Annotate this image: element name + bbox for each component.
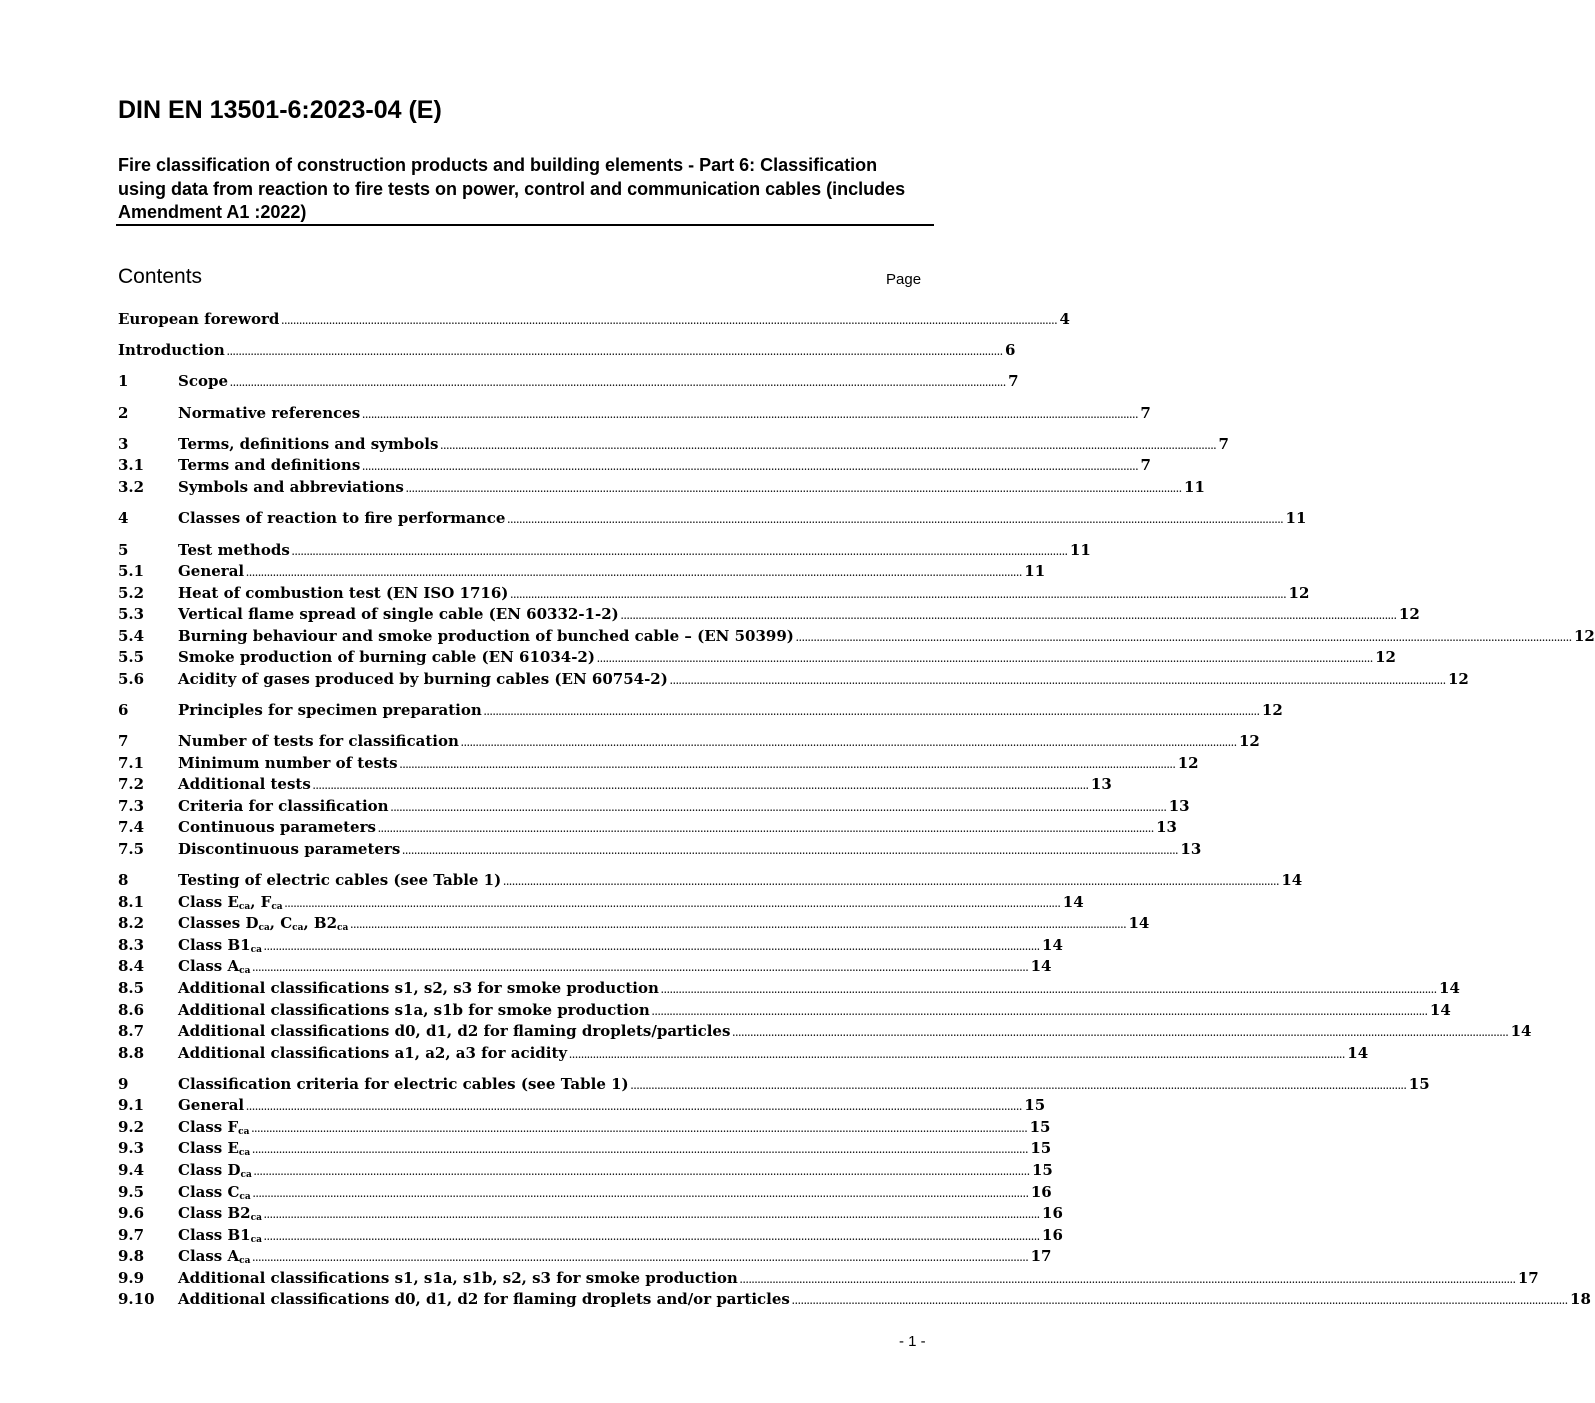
toc-entry[interactable] [118,1117,1051,1139]
toc-dot-leader: .................................................................................................................................................................................................................................................................... [483,707,1260,718]
toc-entry-page: 16 [1042,1225,1063,1244]
toc-entry-title[interactable]: General [178,1096,245,1115]
toc-dot-leader: .................................................................................................................................................................................................................................................................... [226,347,1003,358]
toc-entry-number: 8.5 [118,978,145,997]
toc-dot-leader: .................................................................................................................................................................................................................................................................... [350,920,1127,931]
toc-entry-number: 9.7 [118,1225,145,1244]
document-subtitle: Fire classification of construction products and building elements - Part 6: Classification using data from reaction to fire tests on power, control and communication cables (includes Amendment A1 :2022) [118,155,906,222]
toc-entry-page: 12 [1375,648,1396,667]
toc-dot-leader: .................................................................................................................................................................................................................................................................... [510,589,1287,600]
toc-entry-title[interactable]: Scope [178,372,229,391]
toc-entry-title[interactable]: Smoke production of burning cable (EN 61034-2) [178,648,595,667]
toc-entry-page: 11 [1184,478,1205,497]
toc-entry-title[interactable]: Class $C_{ca}$ [178,1182,251,1202]
toc-dot-leader: .................................................................................................................................................................................................................................................................... [569,1049,1346,1060]
toc-entry-title[interactable]: Class $D_{ca}$ [178,1161,252,1181]
toc-entry-number: 9 [118,1074,129,1093]
toc-entry[interactable] [118,477,1205,499]
toc-entry-title[interactable]: Class $B1_{ca}$ [178,935,262,955]
toc-entry-number: 8.7 [118,1022,145,1041]
toc-dot-leader: .................................................................................................................................................................................................................................................................... [252,1145,1029,1156]
toc-entry-page: 15 [1408,1074,1430,1093]
toc-entry-number: 7.2 [118,775,145,794]
toc-entry-title[interactable]: Discontinuous parameters [178,839,401,858]
toc-entry-title[interactable]: European foreword [118,310,280,328]
toc-entry-number: 8.1 [118,892,145,911]
toc-entry-title[interactable]: Introduction [118,341,225,360]
toc-dot-leader: .................................................................................................................................................................................................................................................................... [246,568,1023,579]
toc-entry[interactable] [118,455,1151,477]
toc-entry[interactable] [118,700,1283,722]
toc-entry-title[interactable]: Class $E_{ca}$ [178,1139,251,1159]
toc-entry-number: 9.1 [118,1096,145,1115]
toc-dot-leader: .................................................................................................................................................................................................................................................................... [251,1123,1028,1134]
toc-entry-number: 1 [118,372,129,391]
toc-entry[interactable] [118,956,1052,978]
toc-entry[interactable] [118,753,1199,775]
toc-entry-title[interactable]: Class $B1_{ca}$ [178,1225,262,1245]
toc-dot-leader: .................................................................................................................................................................................................................................................................... [362,462,1139,473]
toc-entry-page: 7 [1140,456,1151,475]
toc-dot-leader: .................................................................................................................................................................................................................................................................... [230,378,1007,389]
title-divider [116,224,934,226]
toc-entry-page: 13 [1180,839,1202,858]
toc-entry-title[interactable]: Additional classifications a1, a2, a3 for acidity [178,1043,568,1062]
toc-entry-number: 3.1 [118,456,145,475]
toc-entry[interactable] [118,1095,1046,1117]
contents-heading: Contents [118,265,203,288]
toc-entry-title[interactable]: Continuous parameters [178,818,376,837]
toc-entry[interactable] [118,403,1151,425]
toc-entry[interactable] [118,913,1150,935]
table-of-contents [118,309,1595,1311]
toc-entry-page: 15 [1031,1161,1053,1180]
toc-entry-title[interactable]: Criteria for classification [178,796,389,815]
toc-dot-leader: .................................................................................................................................................................................................................................................................... [596,654,1374,665]
toc-entry[interactable] [118,1268,1539,1290]
toc-entry-page: 12 [1288,583,1310,602]
toc-entry-title[interactable]: Acidity of gases produced by burning cables (EN 60754-2) [178,669,668,688]
toc-entry-number: 5.1 [118,562,145,581]
toc-dot-leader: .................................................................................................................................................................................................................................................................... [405,484,1183,495]
toc-entry-page: 6 [1004,341,1016,360]
toc-entry[interactable] [118,870,1303,892]
toc-entry-page: 17 [1030,1247,1052,1266]
toc-dot-leader: .................................................................................................................................................................................................................................................................... [390,802,1167,813]
toc-entry-page: 12 [1447,669,1469,688]
toc-entry[interactable] [118,1246,1052,1268]
toc-dot-leader: .................................................................................................................................................................................................................................................................... [620,611,1397,622]
toc-entry[interactable] [118,647,1396,669]
toc-entry-number: 8.2 [118,914,145,933]
toc-entry-page: 11 [1024,562,1046,581]
toc-entry[interactable] [118,774,1112,796]
toc-entry[interactable] [118,1074,1430,1096]
toc-entry-page: 13 [1156,818,1177,837]
toc-entry-number: 7.1 [118,753,145,772]
toc-entry-page: 14 [1128,914,1150,933]
toc-entry-page: 11 [1069,540,1091,559]
toc-entry-number: 9.10 [118,1290,155,1309]
toc-entry-number: 9.9 [118,1268,145,1287]
toc-dot-leader: .................................................................................................................................................................................................................................................................... [660,984,1438,995]
toc-entry-number: 5.5 [118,648,145,667]
toc-entry-page: 14 [1510,1022,1532,1041]
toc-entry-page: 15 [1029,1117,1051,1136]
toc-entry-title[interactable]: Classification criteria for electric cables (see Table 1) [178,1074,629,1093]
toc-entry[interactable] [118,1021,1532,1043]
toc-entry-number: 7 [118,732,129,751]
toc-entry-number: 9.6 [118,1204,145,1223]
toc-entry-page: 16 [1042,1204,1063,1223]
toc-entry[interactable] [118,1138,1052,1160]
toc-entry-title[interactable]: Class $B2_{ca}$ [178,1204,262,1224]
toc-entry[interactable] [118,626,1595,648]
toc-entry[interactable] [118,1203,1063,1225]
toc-entry-title[interactable]: Class $E_{ca}$, $F_{ca}$ [178,892,283,912]
toc-dot-leader: .................................................................................................................................................................................................................................................................... [402,845,1179,856]
toc-entry-title[interactable]: Heat of combustion test (EN ISO 1716) [178,583,509,602]
toc-entry-number: 8 [118,871,129,890]
toc-entry-page: 18 [1570,1290,1591,1309]
toc-entry-title[interactable]: Class $A_{ca}$ [178,1247,251,1267]
toc-entry[interactable] [118,604,1420,626]
toc-entry-page: 11 [1285,509,1307,528]
toc-entry-page: 14 [1429,1000,1451,1019]
toc-entry-page: 7 [1008,372,1019,391]
toc-entry-page: 7 [1218,434,1229,453]
toc-entry[interactable] [118,1182,1052,1204]
toc-entry-number: 8.6 [118,1000,145,1019]
toc-dot-leader: .................................................................................................................................................................................................................................................................... [739,1274,1516,1285]
toc-dot-leader: .................................................................................................................................................................................................................................................................... [791,1296,1569,1307]
toc-entry-title[interactable]: Additional tests [178,775,311,794]
toc-entry-number: 7.3 [118,796,145,815]
toc-entry[interactable] [118,1160,1053,1182]
toc-entry-page: 13 [1090,775,1112,794]
toc-entry[interactable] [118,309,1070,331]
toc-entry[interactable] [118,434,1229,456]
toc-dot-leader: .................................................................................................................................................................................................................................................................... [291,546,1068,557]
toc-entry-title[interactable]: Classes of reaction to fire performance [178,509,506,528]
toc-entry-page: 12 [1177,753,1199,772]
toc-entry-page: 14 [1439,978,1460,997]
toc-entry-number: 9.5 [118,1182,145,1201]
toc-entry-number: 9.3 [118,1139,145,1158]
toc-dot-leader: .................................................................................................................................................................................................................................................................... [362,409,1139,420]
toc-entry-title[interactable]: Burning behaviour and smoke production of bunched cable – (EN 50399) [178,626,794,645]
toc-dot-leader: .................................................................................................................................................................................................................................................................... [252,1188,1029,1199]
toc-entry[interactable] [118,1225,1063,1247]
toc-entry-page: 14 [1030,957,1052,976]
toc-entry-title[interactable]: Additional classifications s1a, s1b for smoke production [178,1000,650,1019]
toc-entry-title[interactable]: Vertical flame spread of single cable (EN 60332-1-2) [178,605,619,624]
toc-entry[interactable] [118,669,1469,691]
toc-entry-page: 16 [1030,1182,1052,1201]
toc-entry-page: 17 [1517,1268,1539,1287]
toc-entry-number: 6 [118,701,129,720]
document-title: DIN EN 13501-6:2023-04 (E) [118,96,442,124]
toc-dot-leader: .................................................................................................................................................................................................................................................................... [732,1028,1509,1039]
toc-entry[interactable] [118,817,1177,839]
toc-entry-title[interactable]: Terms and definitions [178,456,361,475]
toc-entry-title[interactable]: Normative references [178,403,361,422]
toc-entry-number: 5 [118,540,129,559]
toc-entry-page: 12 [1261,701,1283,720]
toc-entry-page: 15 [1030,1139,1052,1158]
toc-entry-page: 14 [1062,892,1084,911]
toc-entry[interactable] [118,340,1016,362]
toc-dot-leader: .................................................................................................................................................................................................................................................................... [246,1102,1023,1113]
toc-entry-title[interactable]: Minimum number of tests [178,753,398,772]
toc-entry-number: 7.5 [118,839,145,858]
toc-dot-leader: .................................................................................................................................................................................................................................................................... [399,759,1176,770]
toc-entry-number: 8.4 [118,957,145,976]
toc-entry-title[interactable]: Number of tests for classification [178,732,459,751]
toc-entry-page: 14 [1281,871,1303,890]
toc-entry[interactable] [118,892,1084,914]
toc-dot-leader: .................................................................................................................................................................................................................................................................... [252,1253,1029,1264]
toc-dot-leader: .................................................................................................................................................................................................................................................................... [377,824,1155,835]
toc-entry-number: 2 [118,403,129,422]
toc-entry[interactable] [118,1289,1591,1311]
toc-entry-page: 15 [1024,1096,1046,1115]
toc-entry-number: 3 [118,434,129,453]
toc-entry[interactable] [118,508,1307,530]
toc-dot-leader: .................................................................................................................................................................................................................................................................... [312,781,1089,792]
toc-entry[interactable] [118,561,1046,583]
toc-entry[interactable] [118,1000,1451,1022]
page-column-heading: Page [886,271,922,288]
toc-entry[interactable] [118,371,1019,393]
toc-dot-leader: .................................................................................................................................................................................................................................................................... [795,632,1572,643]
toc-entry-number: 5.3 [118,605,145,624]
page-number: - 1 - [899,1333,926,1350]
toc-entry[interactable] [118,796,1190,818]
toc-dot-leader: .................................................................................................................................................................................................................................................................... [253,1167,1030,1178]
toc-entry-title[interactable]: Additional classifications s1, s2, s3 for smoke production [178,978,659,997]
toc-entry-number: 5.4 [118,626,145,645]
toc-entry-number: 8.8 [118,1043,145,1062]
toc-dot-leader: .................................................................................................................................................................................................................................................................... [263,1210,1041,1221]
toc-dot-leader: .................................................................................................................................................................................................................................................................... [503,877,1280,888]
toc-entry-number: 3.2 [118,478,145,497]
toc-dot-leader: .................................................................................................................................................................................................................................................................... [281,316,1058,326]
toc-entry[interactable] [118,540,1091,562]
toc-entry-title[interactable]: Class $F_{ca}$ [178,1117,250,1137]
toc-dot-leader: .................................................................................................................................................................................................................................................................... [630,1080,1407,1091]
toc-entry[interactable] [118,583,1310,605]
toc-entry-page: 12 [1574,626,1595,645]
toc-entry-number: 9.2 [118,1117,145,1136]
toc-entry-page: 12 [1398,605,1420,624]
toc-dot-leader: .................................................................................................................................................................................................................................................................... [284,898,1061,909]
toc-entry-title[interactable]: General [178,562,245,581]
toc-entry-number: 7.4 [118,818,145,837]
toc-dot-leader: .................................................................................................................................................................................................................................................................... [440,440,1217,451]
toc-entry[interactable] [118,839,1202,861]
toc-entry-title[interactable]: Additional classifications s1, s1a, s1b, s2, s3 for smoke production [178,1268,738,1287]
toc-entry-title[interactable]: Classes $D_{ca}$, $C_{ca}$, $B2_{ca}$ [178,914,349,934]
toc-entry-number: 4 [118,509,129,528]
toc-entry-page: 7 [1140,403,1151,422]
toc-dot-leader: .................................................................................................................................................................................................................................................................... [669,675,1446,686]
toc-entry-page: 12 [1239,732,1260,751]
toc-entry-title[interactable]: Additional classifications d0, d1, d2 for flaming droplets/particles [178,1022,731,1041]
toc-entry-title[interactable]: Terms, definitions and symbols [178,434,439,453]
toc-entry-title[interactable]: Class $A_{ca}$ [178,957,251,977]
toc-entry-page: 13 [1168,796,1190,815]
toc-dot-leader: .................................................................................................................................................................................................................................................................... [507,515,1284,526]
toc-entry[interactable] [118,935,1063,957]
toc-entry-number: 8.3 [118,935,145,954]
toc-entry[interactable] [118,731,1260,753]
toc-dot-leader: .................................................................................................................................................................................................................................................................... [460,738,1237,749]
toc-entry-page: 14 [1347,1043,1369,1062]
toc-entry-title[interactable]: Symbols and abbreviations [178,478,404,497]
toc-dot-leader: .................................................................................................................................................................................................................................................................... [252,963,1029,974]
toc-entry-number: 9.4 [118,1161,145,1180]
toc-entry-page: 14 [1042,935,1063,954]
toc-entry-number: 5.6 [118,669,145,688]
toc-entry-number: 5.2 [118,583,145,602]
toc-entry-title[interactable]: Test methods [178,540,290,559]
toc-entry-title[interactable]: Principles for specimen preparation [178,701,482,720]
toc-dot-leader: .................................................................................................................................................................................................................................................................... [263,1231,1041,1242]
toc-entry[interactable] [118,978,1460,1000]
toc-entry-title[interactable]: Testing of electric cables (see Table 1) [178,871,502,890]
toc-entry-title[interactable]: Additional classifications d0, d1, d2 for flaming droplets and/or particles [178,1290,790,1309]
toc-entry-number: 9.8 [118,1247,145,1266]
toc-dot-leader: .................................................................................................................................................................................................................................................................... [651,1006,1428,1017]
toc-entry-page: 4 [1059,310,1070,328]
toc-entry[interactable] [118,1043,1369,1065]
toc-dot-leader: .................................................................................................................................................................................................................................................................... [263,941,1041,952]
